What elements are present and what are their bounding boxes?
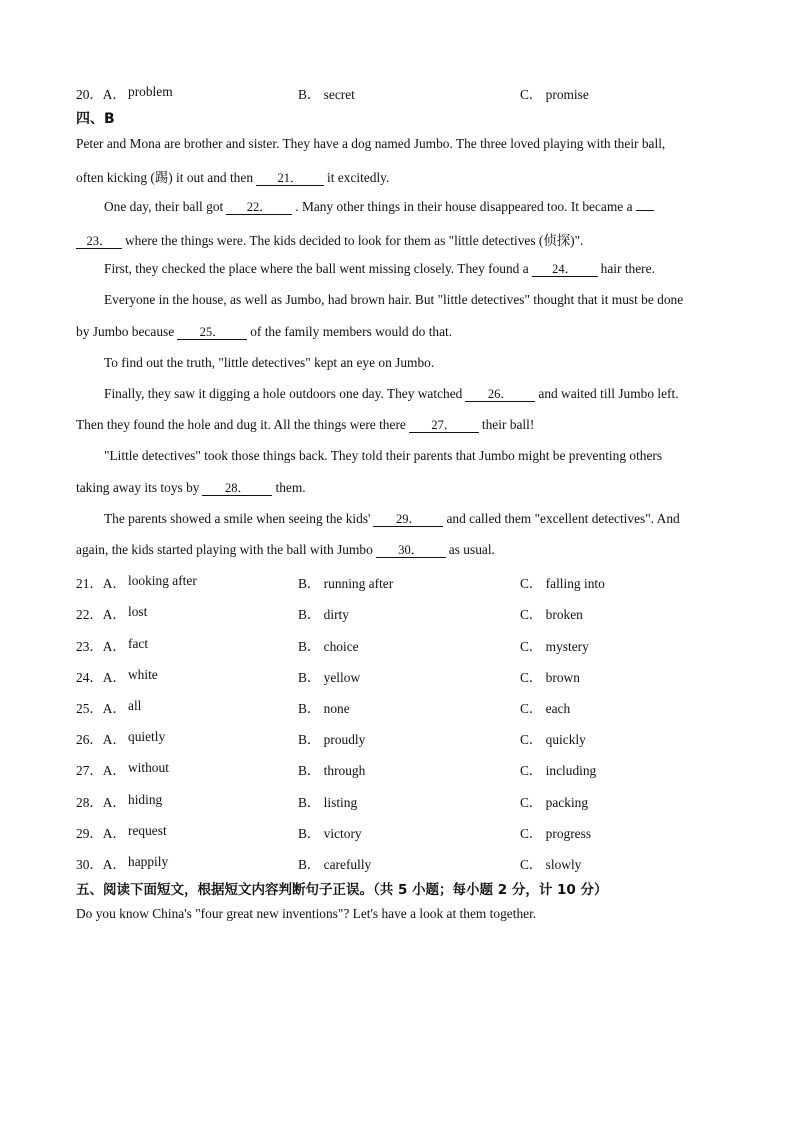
passage-line: taking away its toys by 28． them. — [76, 480, 306, 495]
passage-line: First, they checked the place where the ball went missing closely. They found a 24． hair there. — [104, 261, 655, 276]
passage-line: "Little detectives" took those things back. They told their parents that Jumbo might be preventing others — [104, 448, 663, 463]
section-5-intro: Do you know China's "four great new inventions"? Let's have a look at them together. — [76, 906, 537, 921]
passage-line: often kicking (踢) it out and then 21． it excitedly. — [76, 170, 390, 185]
question-number: 20．A． — [76, 87, 126, 102]
blank-30: 30． — [376, 543, 446, 558]
passage-line: Then they found the hole and dug it. All the things were there 27． their ball! — [76, 417, 535, 432]
passage-line: Peter and Mona are brother and sister. They have a dog named Jumbo. The three loved playing with their ball, — [76, 136, 666, 151]
blank-26: 26． — [465, 387, 535, 402]
passage-line: Finally, they saw it digging a hole outdoors one day. They watched 26． and waited till Jumbo left. — [104, 386, 679, 401]
blank-28: 28． — [202, 481, 272, 496]
passage-line: To find out the truth, "little detectives" kept an eye on Jumbo. — [104, 355, 435, 370]
option-b: B． secret — [298, 87, 355, 102]
blank-22: 22． — [226, 200, 292, 215]
blank-27: 27． — [409, 418, 479, 433]
passage-line: again, the kids started playing with the ball with Jumbo 30． as usual. — [76, 542, 495, 557]
passage-line: by Jumbo because 25． of the family members would do that. — [76, 324, 453, 339]
blank-21: 21． — [256, 171, 324, 186]
blank-24: 24． — [532, 262, 598, 277]
blank-23: 23． — [76, 234, 122, 249]
blank-25: 25． — [177, 325, 247, 340]
section-4-heading: 四、B — [76, 111, 115, 127]
blank-23-start — [636, 210, 654, 211]
option-c: C． promise — [520, 87, 589, 102]
passage-line: One day, their ball got 22． . Many other things in their house disappeared too. It became a — [104, 199, 657, 215]
passage-line: The parents showed a smile when seeing the kids' 29． and called them "excellent detectives". And — [104, 511, 680, 526]
passage-line: Everyone in the house, as well as Jumbo, had brown hair. But "little detectives" thought that it must be done — [104, 292, 684, 307]
passage-line: 23． where the things were. The kids decided to look for them as "little detectives (侦探)". — [76, 230, 583, 249]
option-a: problem — [128, 84, 173, 99]
section-5-heading: 五、阅读下面短文，根据短文内容判断句子正误。（共 5 小题；每小题 2 分，计 10 分） — [76, 882, 608, 898]
blank-29: 29． — [373, 512, 443, 527]
